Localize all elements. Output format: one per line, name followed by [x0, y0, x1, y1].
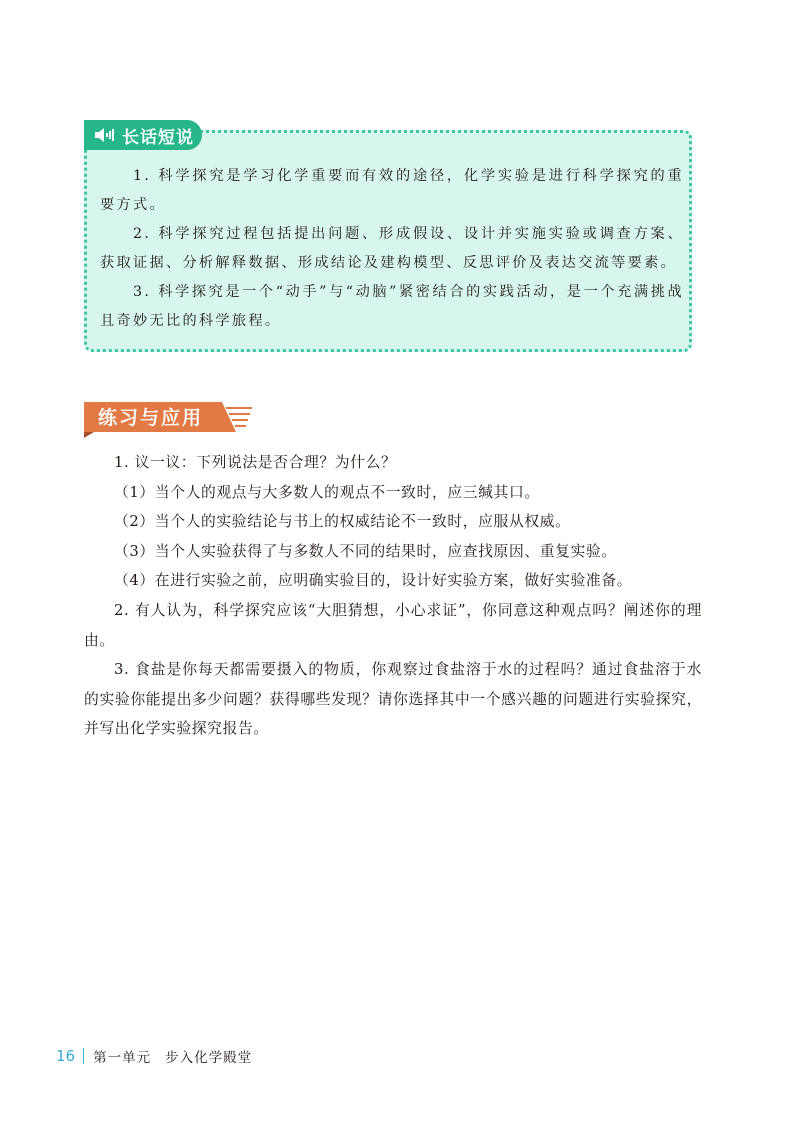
summary-item: 3. 科学探究是一个“动手”与“动脑”紧密结合的实践活动，是一个充满挑战且奇妙无比的科学旅程。	[100, 284, 684, 329]
summary-item: 2. 科学探究过程包括提出问题、形成假设、设计并实施实验或调查方案、获取证据、分析解释数据、形成结论及建构模型、反思评价及表达交流等要素。	[100, 226, 684, 271]
question-1-sub: （2）当个人的实验结论与书上的权威结论不一致时，应服从权威。	[114, 513, 571, 531]
exercise-list	[84, 448, 702, 744]
question-2: 2. 有人认为，科学探究应该“大胆猜想，小心求证”，你同意这种观点吗？阐述你的理由。	[84, 601, 702, 649]
exercise-heading	[84, 398, 254, 438]
summary-tag-label: 长话短说	[122, 127, 194, 148]
page-footer	[56, 1046, 252, 1066]
summary-list	[100, 162, 684, 336]
page-number: 16	[56, 1047, 76, 1065]
summary-item: 1. 科学探究是学习化学重要而有效的途径，化学实验是进行科学探究的重要方式。	[100, 168, 684, 213]
speaker-icon	[94, 127, 116, 143]
question-1-sub: （1）当个人的观点与大多数人的观点不一致时，应三缄其口。	[114, 483, 540, 501]
question-1-sub: （3）当个人实验获得了与多数人不同的结果时，应查找原因、重复实验。	[114, 542, 617, 560]
unit-label: 第一单元	[93, 1050, 152, 1066]
unit-title: 步入化学殿堂	[165, 1050, 253, 1066]
exercise-heading-label: 练习与应用	[98, 407, 204, 429]
question-3: 3. 食盐是你每天都需要摄入的物质，你观察过食盐溶于水的过程吗？通过食盐溶于水的实验你能提出多少问题？获得哪些发现？请你选择其中一个感兴趣的问题进行实验探究，并写出化学实验探究报告。	[84, 661, 702, 738]
summary-tag	[84, 120, 202, 150]
question-1-sub: （4）在进行实验之前，应明确实验目的，设计好实验方案，做好实验准备。	[114, 572, 633, 590]
question-1: 1. 议一议：下列说法是否合理？为什么？	[114, 454, 397, 471]
footer-divider	[83, 1048, 84, 1064]
